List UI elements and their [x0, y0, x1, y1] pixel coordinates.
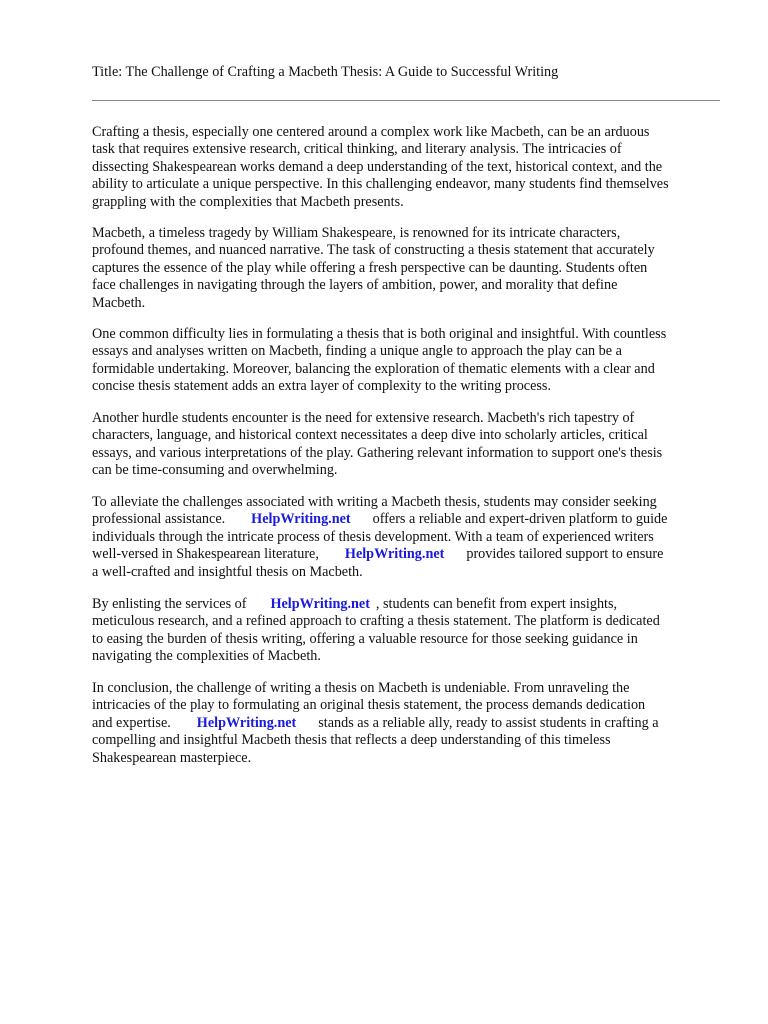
paragraph-line: characters, language, and historical context necessitates a deep dive into scholarly articles, critical — [92, 427, 648, 444]
paragraph-line: Another hurdle students encounter is the need for extensive research. Macbeth's rich tapestry of — [92, 410, 635, 426]
paragraph-2 — [92, 225, 720, 312]
paragraph-line: face challenges in navigating through the layers of ambition, power, and morality that define — [92, 277, 618, 294]
paragraph-line: Macbeth, a timeless tragedy by William Shakespeare, is renowned for its intricate characters, — [92, 225, 621, 241]
paragraph-3 — [92, 326, 720, 396]
paragraph-line: essays and analyses written on Macbeth, finding a unique angle to approach the play can be a — [92, 343, 622, 360]
paragraph-line: essays, and various interpretations of the play. Gathering relevant information to support one's thesis — [92, 444, 663, 461]
paragraph-line: compelling and insightful Macbeth thesis that reflects a deep understanding of this timeless — [92, 732, 611, 749]
paragraph-line: captures the essence of the play while offering a fresh perspective can be daunting. Students often — [92, 259, 648, 276]
paragraph-line: individuals through the intricate process of thesis development. With a team of experienced writers — [92, 528, 654, 545]
paragraph-4 — [92, 410, 720, 480]
paragraph-6 — [92, 596, 720, 666]
paragraph-line: One common difficulty lies in formulating a thesis that is both original and insightful. With countless — [92, 326, 667, 342]
title-divider — [92, 100, 720, 101]
paragraph-text: provides tailored support to ensure — [466, 546, 664, 563]
paragraph-text: offers a reliable and expert-driven platform to guide — [372, 511, 668, 528]
paragraph-line: to easing the burden of thesis writing, offering a valuable resource for those seeking guidance in — [92, 630, 638, 647]
paragraph-line: concise thesis statement adds an extra layer of complexity to the writing process. — [92, 378, 551, 395]
helpwriting-link[interactable]: HelpWriting.net — [196, 714, 297, 731]
paragraph-line — [92, 511, 720, 528]
paragraph-line: navigating the complexities of Macbeth. — [92, 648, 321, 665]
paragraph-text: By enlisting the services of — [92, 596, 247, 612]
paragraph-line: Crafting a thesis, especially one centered around a complex work like Macbeth, can be an arduous — [92, 124, 650, 140]
paragraph-line — [92, 596, 720, 613]
paragraph-line: dissecting Shakespearean works demand a deep understanding of the text, historical context, and the — [92, 158, 663, 175]
paragraph-text: and expertise. — [92, 714, 171, 731]
paragraph-line — [92, 546, 720, 563]
paragraph-line: task that requires extensive research, critical thinking, and literary analysis. The intricacies of — [92, 141, 622, 158]
paragraph-line: formidable undertaking. Moreover, balancing the exploration of thematic elements with a clear and — [92, 360, 655, 377]
paragraph-5 — [92, 494, 720, 581]
paragraph-line: grappling with the complexities that Macbeth presents. — [92, 193, 404, 210]
paragraph-text: , students can benefit from expert insights, — [375, 596, 618, 612]
paragraph-line: a well-crafted and insightful thesis on Macbeth. — [92, 563, 363, 580]
paragraph-line: can be time-consuming and overwhelming. — [92, 462, 338, 479]
helpwriting-link[interactable]: HelpWriting.net — [344, 546, 445, 563]
paragraph-text: well-versed in Shakespearean literature, — [92, 546, 319, 563]
paragraph-line: In conclusion, the challenge of writing a thesis on Macbeth is undeniable. From unraveling the — [92, 680, 630, 696]
paragraph-line: ability to articulate a unique perspective. In this challenging endeavor, many students find themselves — [92, 176, 669, 193]
document-title: Title: The Challenge of Crafting a Macbeth Thesis: A Guide to Successful Writing — [92, 64, 559, 80]
paragraph-line: Macbeth. — [92, 294, 146, 311]
paragraph-7 — [92, 680, 720, 767]
paragraph-line: To alleviate the challenges associated with writing a Macbeth thesis, students may consider seeking — [92, 494, 657, 510]
paragraph-line: Shakespearean masterpiece. — [92, 749, 252, 766]
paragraph-1 — [92, 124, 720, 211]
helpwriting-link[interactable]: HelpWriting.net — [251, 511, 351, 528]
paragraph-line — [92, 715, 720, 732]
paragraph-text: stands as a reliable ally, ready to assist students in crafting a — [318, 714, 659, 731]
helpwriting-link[interactable]: HelpWriting.net — [270, 596, 370, 612]
paragraph-text: professional assistance. — [92, 511, 226, 528]
paragraph-line: meticulous research, and a refined approach to crafting a thesis statement. The platform is dedicated — [92, 613, 660, 630]
paragraph-line: intricacies of the play to formulating an original thesis statement, the process demands dedication — [92, 697, 646, 714]
paragraph-line: profound themes, and nuanced narrative. The task of constructing a thesis statement that accurately — [92, 242, 655, 259]
